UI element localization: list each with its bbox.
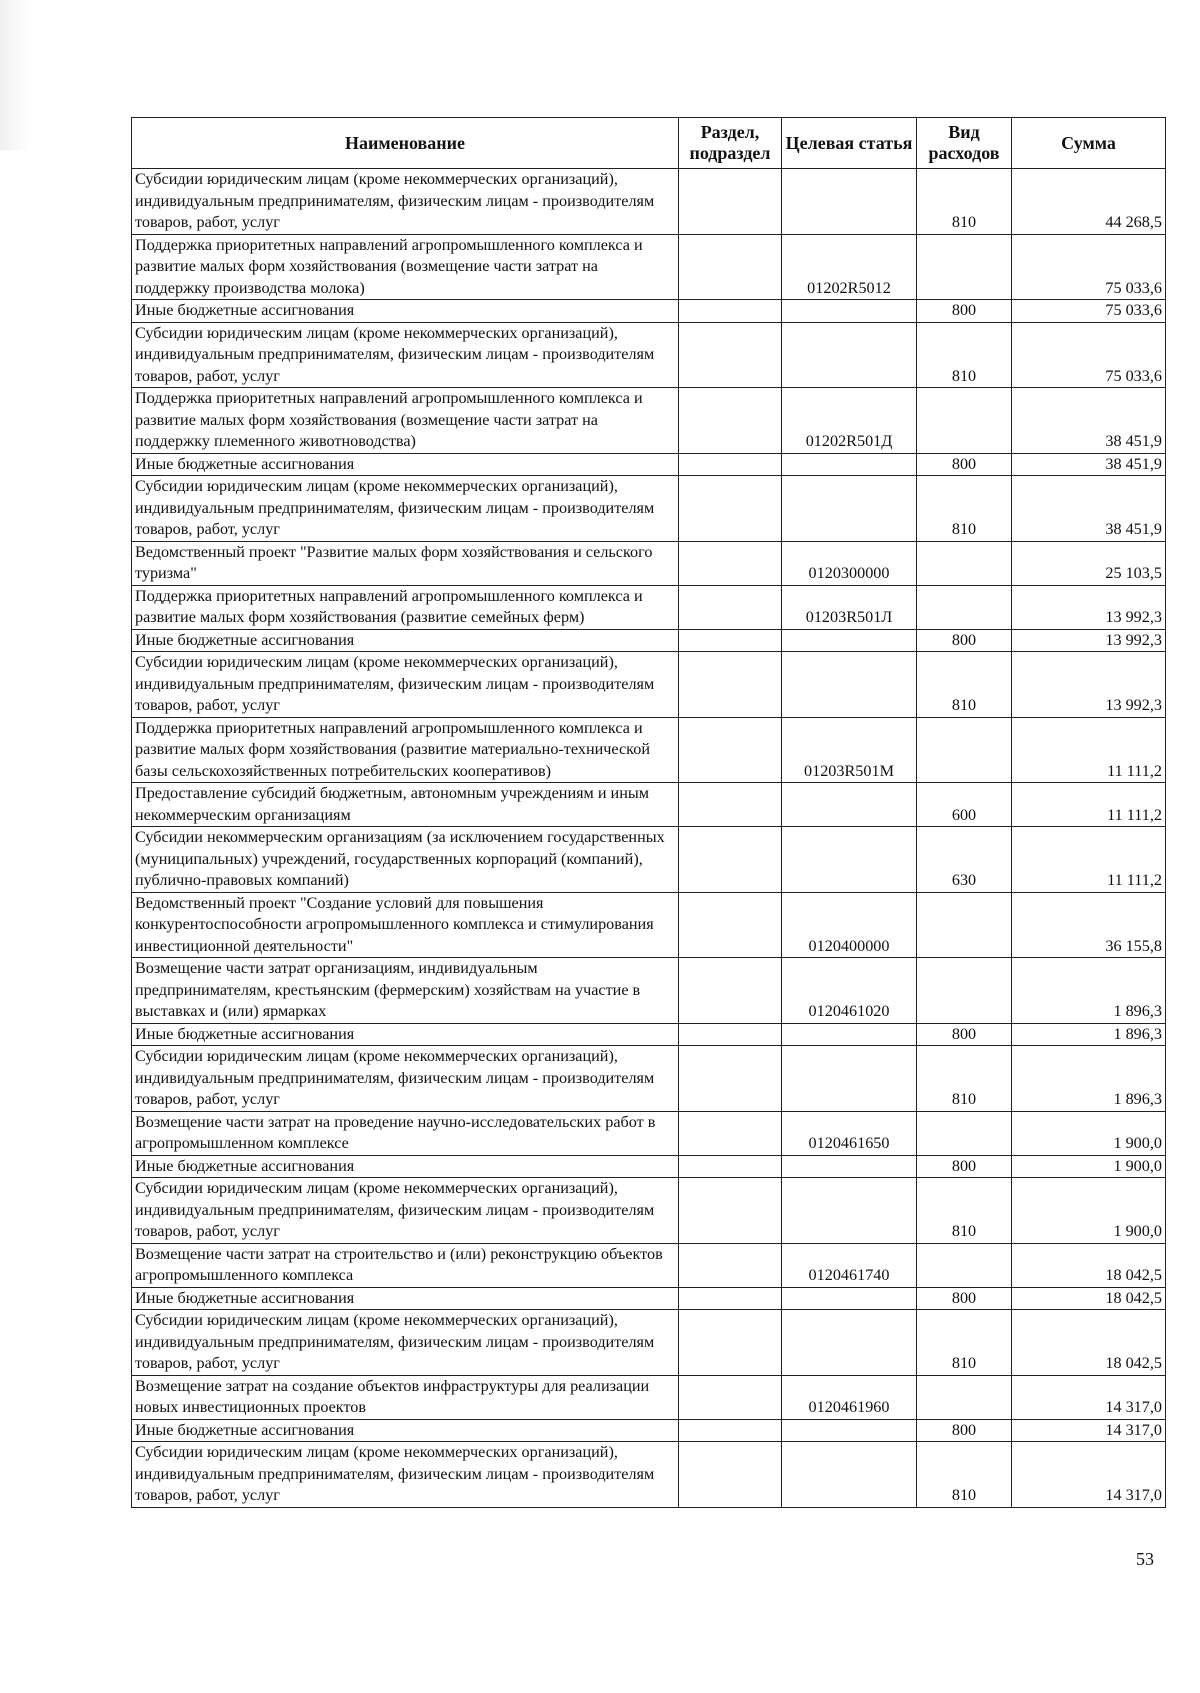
table-row bbox=[132, 1310, 1166, 1376]
row-sum: 75 033,6 bbox=[1012, 234, 1166, 300]
row-name: Иные бюджетные ассигнования bbox=[132, 1155, 679, 1178]
row-sum: 14 317,0 bbox=[1012, 1442, 1166, 1508]
row-name: Субсидии юридическим лицам (кроме некоммерческих организаций), индивидуальным предпринимателям, физическим лицам - производителям товаров, работ, услуг bbox=[132, 652, 679, 718]
row-sum: 18 042,5 bbox=[1012, 1243, 1166, 1287]
row-target-code bbox=[782, 300, 917, 323]
table-row bbox=[132, 1023, 1166, 1046]
row-expense-type: 810 bbox=[917, 1310, 1012, 1376]
row-section bbox=[679, 1178, 782, 1244]
row-target-code: 01202R5012 bbox=[782, 234, 917, 300]
table-row bbox=[132, 322, 1166, 388]
row-expense-type: 810 bbox=[917, 1442, 1012, 1508]
row-section bbox=[679, 717, 782, 783]
row-sum: 1 900,0 bbox=[1012, 1155, 1166, 1178]
row-expense-type bbox=[917, 388, 1012, 454]
row-name: Предоставление субсидий бюджетным, автономным учреждениям и иным некоммерческим организациям bbox=[132, 783, 679, 827]
row-expense-type bbox=[917, 1111, 1012, 1155]
page-number: 53 bbox=[1136, 1549, 1154, 1569]
row-section bbox=[679, 1287, 782, 1310]
row-sum: 14 317,0 bbox=[1012, 1419, 1166, 1442]
row-section bbox=[679, 1111, 782, 1155]
row-target-code bbox=[782, 1419, 917, 1442]
table-row bbox=[132, 585, 1166, 629]
row-section bbox=[679, 300, 782, 323]
row-expense-type: 800 bbox=[917, 1023, 1012, 1046]
row-expense-type: 810 bbox=[917, 1178, 1012, 1244]
row-name: Иные бюджетные ассигнования bbox=[132, 1419, 679, 1442]
row-section bbox=[679, 892, 782, 958]
table-row bbox=[132, 1178, 1166, 1244]
row-target-code: 01203R501М bbox=[782, 717, 917, 783]
row-section bbox=[679, 453, 782, 476]
row-sum: 38 451,9 bbox=[1012, 388, 1166, 454]
table-row bbox=[132, 1046, 1166, 1112]
row-name: Иные бюджетные ассигнования bbox=[132, 629, 679, 652]
budget-table bbox=[131, 117, 1166, 1508]
row-sum: 13 992,3 bbox=[1012, 629, 1166, 652]
table-row bbox=[132, 1442, 1166, 1508]
row-expense-type bbox=[917, 541, 1012, 585]
table-row bbox=[132, 717, 1166, 783]
row-target-code bbox=[782, 629, 917, 652]
row-name: Субсидии юридическим лицам (кроме некоммерческих организаций), индивидуальным предпринимателям, физическим лицам - производителям товаров, работ, услуг bbox=[132, 1310, 679, 1376]
row-expense-type: 800 bbox=[917, 453, 1012, 476]
table-row bbox=[132, 169, 1166, 235]
row-target-code bbox=[782, 476, 917, 542]
row-target-code bbox=[782, 783, 917, 827]
row-sum: 18 042,5 bbox=[1012, 1287, 1166, 1310]
row-expense-type bbox=[917, 717, 1012, 783]
row-expense-type bbox=[917, 585, 1012, 629]
row-section bbox=[679, 541, 782, 585]
row-expense-type bbox=[917, 234, 1012, 300]
row-expense-type bbox=[917, 1243, 1012, 1287]
header-name: Наименование bbox=[132, 118, 679, 169]
row-sum: 38 451,9 bbox=[1012, 476, 1166, 542]
row-section bbox=[679, 1243, 782, 1287]
scan-shadow bbox=[0, 0, 30, 150]
row-name: Иные бюджетные ассигнования bbox=[132, 1023, 679, 1046]
row-expense-type bbox=[917, 1375, 1012, 1419]
row-expense-type: 800 bbox=[917, 629, 1012, 652]
row-section bbox=[679, 958, 782, 1024]
row-sum: 1 900,0 bbox=[1012, 1111, 1166, 1155]
row-section bbox=[679, 1023, 782, 1046]
row-name: Иные бюджетные ассигнования bbox=[132, 1287, 679, 1310]
row-name: Возмещение части затрат на строительство и (или) реконструкцию объектов агропромышленного комплекса bbox=[132, 1243, 679, 1287]
header-target-article: Целевая статья bbox=[782, 118, 917, 169]
header-section: Раздел, подраздел bbox=[679, 118, 782, 169]
row-sum: 1 896,3 bbox=[1012, 958, 1166, 1024]
row-target-code bbox=[782, 1023, 917, 1046]
row-expense-type: 810 bbox=[917, 476, 1012, 542]
row-expense-type: 800 bbox=[917, 300, 1012, 323]
row-sum: 38 451,9 bbox=[1012, 453, 1166, 476]
row-section bbox=[679, 322, 782, 388]
table-row bbox=[132, 1155, 1166, 1178]
table-row bbox=[132, 652, 1166, 718]
row-target-code: 0120461740 bbox=[782, 1243, 917, 1287]
row-target-code: 0120461960 bbox=[782, 1375, 917, 1419]
row-sum: 18 042,5 bbox=[1012, 1310, 1166, 1376]
row-name: Поддержка приоритетных направлений агропромышленного комплекса и развитие малых форм хозяйствования (возмещение части затрат на поддержку производства молока) bbox=[132, 234, 679, 300]
header-sum: Сумма bbox=[1012, 118, 1166, 169]
row-target-code: 01203R501Л bbox=[782, 585, 917, 629]
row-name: Возмещение части затрат организациям, индивидуальным предпринимателям, крестьянским (фермерским) хозяйствам на участие в выставках и (или) ярмарках bbox=[132, 958, 679, 1024]
table-row bbox=[132, 1287, 1166, 1310]
row-sum: 75 033,6 bbox=[1012, 300, 1166, 323]
row-section bbox=[679, 652, 782, 718]
row-section bbox=[679, 585, 782, 629]
row-name: Поддержка приоритетных направлений агропромышленного комплекса и развитие малых форм хозяйствования (развитие материально-технической базы сельскохозяйственных потребительских кооперативов) bbox=[132, 717, 679, 783]
row-target-code bbox=[782, 827, 917, 893]
table-row bbox=[132, 958, 1166, 1024]
row-target-code bbox=[782, 1442, 917, 1508]
row-expense-type: 810 bbox=[917, 322, 1012, 388]
row-sum: 75 033,6 bbox=[1012, 322, 1166, 388]
table-body bbox=[132, 169, 1166, 1508]
row-name: Субсидии юридическим лицам (кроме некоммерческих организаций), индивидуальным предпринимателям, физическим лицам - производителям товаров, работ, услуг bbox=[132, 169, 679, 235]
row-sum: 14 317,0 bbox=[1012, 1375, 1166, 1419]
row-target-code bbox=[782, 1155, 917, 1178]
row-sum: 1 896,3 bbox=[1012, 1046, 1166, 1112]
row-name: Возмещение затрат на создание объектов инфраструктуры для реализации новых инвестиционных проектов bbox=[132, 1375, 679, 1419]
row-expense-type: 810 bbox=[917, 1046, 1012, 1112]
row-expense-type bbox=[917, 958, 1012, 1024]
row-section bbox=[679, 629, 782, 652]
row-name: Иные бюджетные ассигнования bbox=[132, 300, 679, 323]
row-expense-type: 800 bbox=[917, 1155, 1012, 1178]
row-sum: 44 268,5 bbox=[1012, 169, 1166, 235]
row-target-code bbox=[782, 1310, 917, 1376]
row-name: Субсидии юридическим лицам (кроме некоммерческих организаций), индивидуальным предпринимателям, физическим лицам - производителям товаров, работ, услуг bbox=[132, 1442, 679, 1508]
row-target-code: 0120461650 bbox=[782, 1111, 917, 1155]
row-name: Возмещение части затрат на проведение научно-исследовательских работ в агропромышленном комплексе bbox=[132, 1111, 679, 1155]
row-sum: 11 111,2 bbox=[1012, 827, 1166, 893]
row-sum: 11 111,2 bbox=[1012, 717, 1166, 783]
row-name: Поддержка приоритетных направлений агропромышленного комплекса и развитие малых форм хозяйствования (развитие семейных ферм) bbox=[132, 585, 679, 629]
row-target-code bbox=[782, 1178, 917, 1244]
row-sum: 13 992,3 bbox=[1012, 652, 1166, 718]
row-name: Поддержка приоритетных направлений агропромышленного комплекса и развитие малых форм хозяйствования (возмещение части затрат на поддержку племенного животноводства) bbox=[132, 388, 679, 454]
row-expense-type: 810 bbox=[917, 169, 1012, 235]
row-expense-type: 800 bbox=[917, 1287, 1012, 1310]
row-section bbox=[679, 827, 782, 893]
table-row bbox=[132, 388, 1166, 454]
row-section bbox=[679, 388, 782, 454]
row-target-code bbox=[782, 169, 917, 235]
budget-sheet bbox=[131, 117, 1165, 1508]
table-row bbox=[132, 783, 1166, 827]
header-expense-type: Вид расходов bbox=[917, 118, 1012, 169]
row-section bbox=[679, 783, 782, 827]
table-row bbox=[132, 827, 1166, 893]
row-section bbox=[679, 234, 782, 300]
row-expense-type: 810 bbox=[917, 652, 1012, 718]
row-target-code: 0120300000 bbox=[782, 541, 917, 585]
row-expense-type: 630 bbox=[917, 827, 1012, 893]
row-name: Ведомственный проект "Развитие малых форм хозяйствования и сельского туризма" bbox=[132, 541, 679, 585]
row-target-code bbox=[782, 1287, 917, 1310]
table-row bbox=[132, 1419, 1166, 1442]
row-name: Иные бюджетные ассигнования bbox=[132, 453, 679, 476]
row-target-code bbox=[782, 652, 917, 718]
row-target-code: 0120461020 bbox=[782, 958, 917, 1024]
row-name: Субсидии некоммерческим организациям (за исключением государственных (муниципальных) учреждений, государственных корпораций (компаний), публично-правовых компаний) bbox=[132, 827, 679, 893]
table-row bbox=[132, 1375, 1166, 1419]
row-section bbox=[679, 1155, 782, 1178]
row-expense-type: 600 bbox=[917, 783, 1012, 827]
row-target-code bbox=[782, 1046, 917, 1112]
row-section bbox=[679, 169, 782, 235]
row-expense-type bbox=[917, 892, 1012, 958]
row-sum: 1 900,0 bbox=[1012, 1178, 1166, 1244]
table-header-row bbox=[132, 118, 1166, 169]
table-row bbox=[132, 541, 1166, 585]
row-sum: 25 103,5 bbox=[1012, 541, 1166, 585]
table-row bbox=[132, 1243, 1166, 1287]
row-sum: 1 896,3 bbox=[1012, 1023, 1166, 1046]
table-row bbox=[132, 892, 1166, 958]
table-row bbox=[132, 629, 1166, 652]
table-row bbox=[132, 476, 1166, 542]
table-row bbox=[132, 300, 1166, 323]
table-row bbox=[132, 1111, 1166, 1155]
row-name: Субсидии юридическим лицам (кроме некоммерческих организаций), индивидуальным предпринимателям, физическим лицам - производителям товаров, работ, услуг bbox=[132, 1046, 679, 1112]
row-expense-type: 800 bbox=[917, 1419, 1012, 1442]
table-row bbox=[132, 453, 1166, 476]
row-target-code bbox=[782, 322, 917, 388]
row-sum: 11 111,2 bbox=[1012, 783, 1166, 827]
row-sum: 36 155,8 bbox=[1012, 892, 1166, 958]
row-target-code: 01202R501Д bbox=[782, 388, 917, 454]
row-name: Субсидии юридическим лицам (кроме некоммерческих организаций), индивидуальным предпринимателям, физическим лицам - производителям товаров, работ, услуг bbox=[132, 322, 679, 388]
row-section bbox=[679, 1442, 782, 1508]
row-target-code: 0120400000 bbox=[782, 892, 917, 958]
row-section bbox=[679, 1419, 782, 1442]
row-section bbox=[679, 476, 782, 542]
row-name: Субсидии юридическим лицам (кроме некоммерческих организаций), индивидуальным предпринимателям, физическим лицам - производителям товаров, работ, услуг bbox=[132, 1178, 679, 1244]
row-sum: 13 992,3 bbox=[1012, 585, 1166, 629]
table-row bbox=[132, 234, 1166, 300]
row-name: Ведомственный проект "Создание условий для повышения конкурентоспособности агропромышленного комплекса и стимулирования инвестиционной деятельности" bbox=[132, 892, 679, 958]
row-name: Субсидии юридическим лицам (кроме некоммерческих организаций), индивидуальным предпринимателям, физическим лицам - производителям товаров, работ, услуг bbox=[132, 476, 679, 542]
row-section bbox=[679, 1310, 782, 1376]
row-section bbox=[679, 1046, 782, 1112]
row-section bbox=[679, 1375, 782, 1419]
row-target-code bbox=[782, 453, 917, 476]
